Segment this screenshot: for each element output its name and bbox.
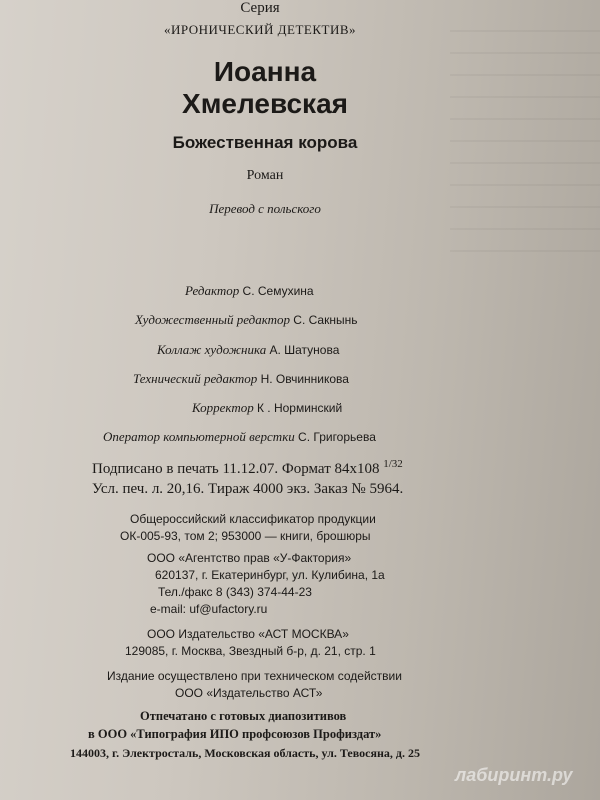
publisher-name: ООО Издательство «АСТ МОСКВА»: [147, 627, 349, 641]
format-fraction: 1/32: [383, 458, 403, 470]
credit-collage: [157, 342, 339, 358]
agency-address: 620137, г. Екатеринбург, ул. Кулибина, 1а: [155, 568, 385, 582]
credit-role: Художественный редактор: [135, 312, 291, 327]
credit-role: Коллаж художника: [157, 342, 267, 357]
genre: Роман: [246, 168, 284, 183]
credit-proofreader: [192, 400, 342, 416]
agency-name: ООО «Агентство прав «У-Фактория»: [147, 551, 352, 565]
publisher-address: 129085, г. Москва, Звездный б-р, д. 21, стр. 1: [125, 644, 376, 658]
print-run-line: Усл. печ. л. 20,16. Тираж 4000 экз. Заказ № 5964.: [92, 481, 404, 497]
classifier-line-2: ОК-005-93, том 2; 953000 — книги, брошюры: [120, 529, 371, 543]
credit-layout-operator: [103, 429, 376, 445]
book-title: Божественная корова: [172, 133, 358, 152]
author-last-name: Хмелевская: [182, 88, 348, 119]
author-first-name: Иоанна: [213, 56, 317, 87]
support-line-2: ООО «Издательство АСТ»: [175, 686, 323, 700]
credit-name: С. Сакнынь: [293, 313, 358, 327]
credit-editor: [185, 283, 314, 299]
print-signing-text: Подписано в печать 11.12.07. Формат 84x108: [92, 461, 380, 477]
agency-email: e-mail: uf@ufactory.ru: [150, 602, 268, 616]
credit-role: Оператор компьютерной верстки: [103, 429, 295, 444]
credit-name: С. Семухина: [242, 284, 314, 298]
credit-name: К . Норминский: [256, 401, 343, 415]
credit-role: Редактор: [185, 283, 240, 298]
credit-name: А. Шатунова: [269, 343, 340, 357]
credit-role: Корректор: [192, 400, 254, 415]
printing-line-3: 144003, г. Электросталь, Московская область, ул. Тевосяна, д. 25: [70, 746, 420, 760]
credit-name: Н. Овчинникова: [260, 372, 349, 386]
support-line-1: Издание осуществлено при техническом содействии: [107, 669, 402, 683]
printing-line-1: Отпечатано с готовых диапозитивов: [140, 709, 347, 723]
classifier-line-1: Общероссийский классификатор продукции: [130, 512, 376, 526]
series-label: Серия: [240, 0, 280, 16]
translation-note: Перевод с польского: [209, 201, 321, 216]
printing-line-2: в ООО «Типография ИПО профсоюзов Профиздат»: [88, 727, 382, 741]
credit-art-editor: [135, 312, 357, 328]
series-name: «ИРОНИЧЕСКИЙ ДЕТЕКТИВ»: [163, 22, 357, 37]
print-signing-line: [92, 458, 403, 478]
credit-name: С. Григорьева: [298, 430, 376, 444]
labirint-watermark: лабиринт.ру: [455, 765, 573, 785]
credit-tech-editor: [133, 371, 349, 387]
credit-role: Технический редактор: [133, 371, 258, 386]
agency-phone: Тел./факс 8 (343) 374-44-23: [158, 585, 312, 599]
